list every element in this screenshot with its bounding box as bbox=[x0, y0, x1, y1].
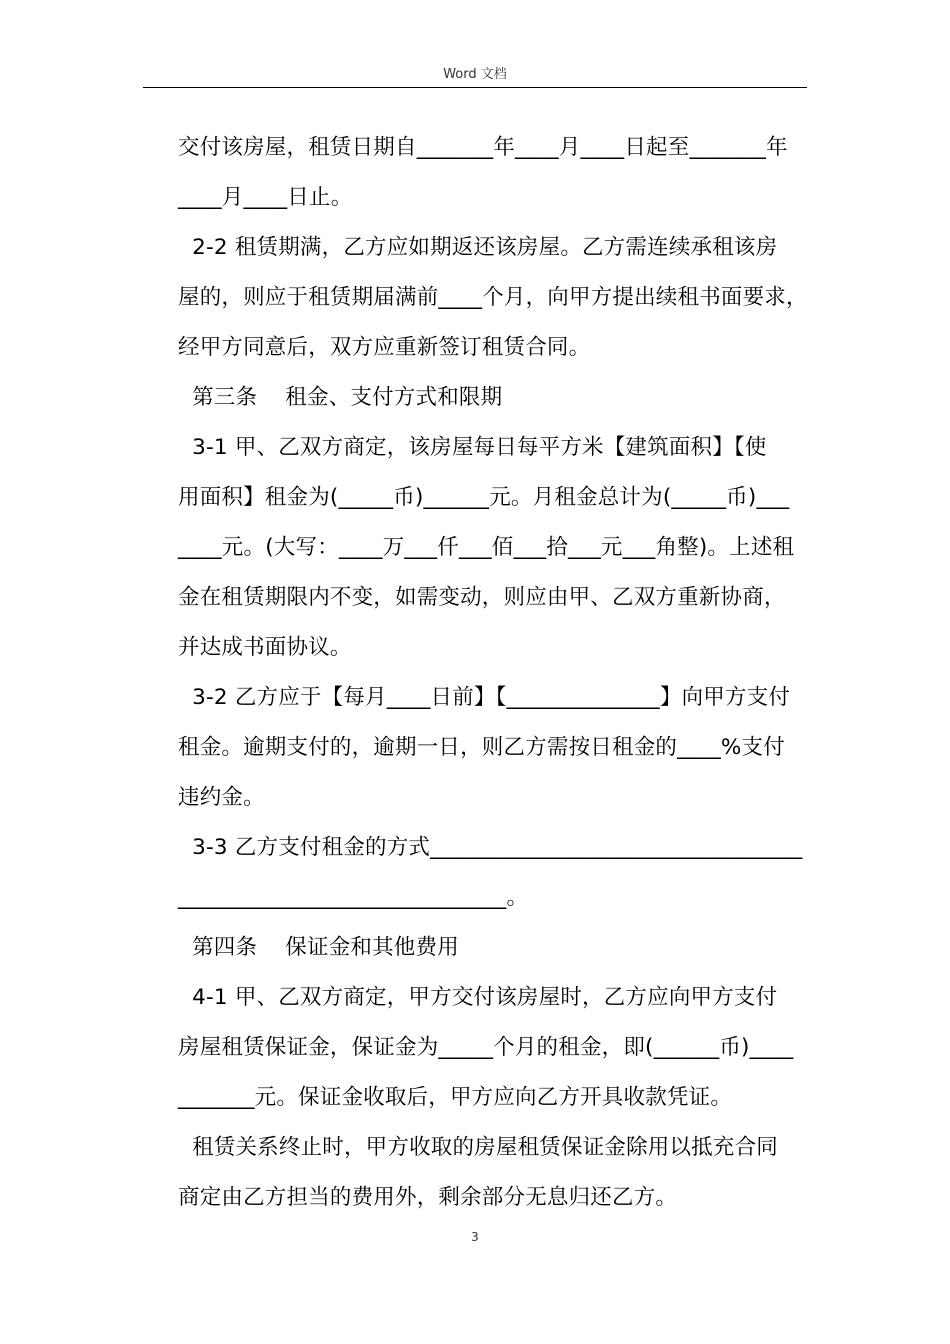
text-line: 租赁关系终止时，甲方收取的房屋租赁保证金除用以抵充合同 bbox=[178, 1135, 778, 1160]
text-line: 经甲方同意后，双方应重新签订租赁合同。 bbox=[178, 335, 591, 360]
text-line: _______元。保证金收取后，甲方应向乙方开具收款凭证。 bbox=[178, 1085, 733, 1110]
page-number: 3 bbox=[471, 1230, 479, 1244]
text-line: 金在租赁期限内不变，如需变动，则应由甲、乙双方重新协商， bbox=[178, 585, 786, 610]
text-line: 交付该房屋，租赁日期自_______年____月____日起至_______年 bbox=[178, 135, 788, 160]
section-heading: 第四条 保证金和其他费用 bbox=[178, 935, 459, 960]
text-line: 2-2 租赁期满，乙方应如期返还该房屋。乙方需连续承租该房 bbox=[178, 235, 778, 260]
header-title: Word 文档 bbox=[443, 67, 507, 82]
text-line: 3-3 乙方支付租金的方式__________________________________ bbox=[178, 835, 803, 860]
text-line: 房屋租赁保证金，保证金为_____个月的租金，即(______币)____ bbox=[178, 1035, 794, 1060]
section-heading: 第三条 租金、支付方式和限期 bbox=[178, 385, 503, 410]
text-line: 并达成书面协议。 bbox=[178, 635, 352, 660]
text-line: 3-2 乙方应于【每月____日前】【______________】向甲方支付 bbox=[178, 685, 791, 710]
text-line: ____月____日止。 bbox=[178, 185, 353, 210]
text-line: 租金。逾期支付的，逾期一日，则乙方需按日租金的____%支付 bbox=[178, 735, 785, 760]
text-line: ______________________________。 bbox=[178, 885, 529, 910]
text-line: 违约金。 bbox=[178, 785, 265, 810]
header-rule bbox=[143, 87, 807, 88]
text-line: 用面积】租金为(_____币)______元。月租金总计为(_____币)___ bbox=[178, 485, 790, 510]
text-line: 商定由乙方担当的费用外，剩余部分无息归还乙方。 bbox=[178, 1185, 678, 1210]
text-line: 4-1 甲、乙双方商定，甲方交付该房屋时，乙方应向甲方支付 bbox=[178, 985, 778, 1010]
text-line: 3-1 甲、乙双方商定，该房屋每日每平方米【建筑面积】【使 bbox=[178, 435, 767, 460]
text-line: 屋的，则应于租赁期届满前____个月，向甲方提出续租书面要求， bbox=[178, 285, 808, 310]
text-line: ____元。(大写：____万___仟___佰___拾___元___角整)。上述租 bbox=[178, 535, 795, 560]
